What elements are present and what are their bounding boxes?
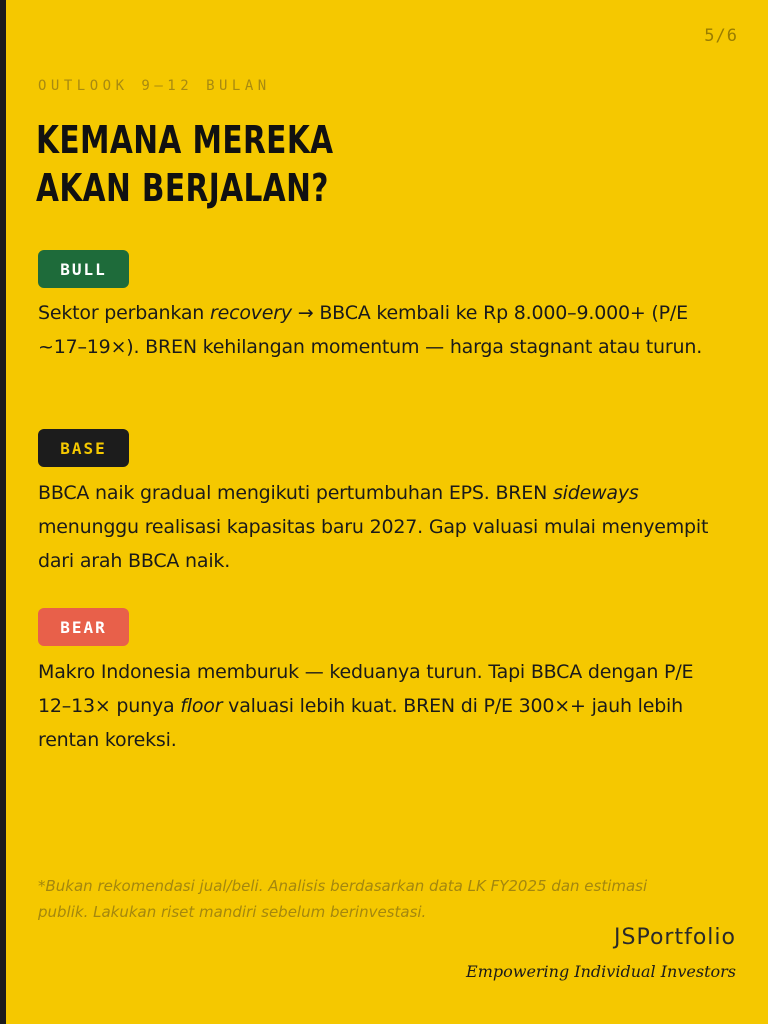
bear-text-before: Makro Indonesia memburuk — keduanya turun. Tapi BBCA dengan P/E 12–13× punya [38,661,694,717]
bear-scenario-text [38,655,728,757]
bull-text-italic: recovery [209,302,292,324]
left-accent-bar [0,0,6,1024]
bull-scenario-text [38,296,728,364]
bull-text-after: → BBCA kembali ke Rp 8.000–9.000+ (P/E ~17–19×). BREN kehilangan momentum — harga stagnant atau turun. [38,302,703,358]
base-badge: BASE [38,429,129,467]
base-text-after: menunggu realisasi kapasitas baru 2027. Gap valuasi mulai menyempit dari arah BBCA naik. [38,516,709,572]
bear-badge: BEAR [38,608,129,646]
title-line-2: AKAN BERJALAN? [36,166,329,210]
page-indicator: 5/6 [704,26,738,46]
section-kicker: OUTLOOK 9–12 BULAN [38,78,271,94]
base-text-before: BBCA naik gradual mengikuti pertumbuhan EPS. BREN [38,482,553,504]
bear-text-italic: floor [180,695,223,717]
brand-tagline: Empowering Individual Investors [466,962,736,981]
brand-name: JSPortfolio [614,925,736,950]
disclaimer: *Bukan rekomendasi jual/beli. Analisis berdasarkan data LK FY2025 dan estimasi publik. Lakukan riset mandiri sebelum berinvestasi. [38,877,648,921]
base-scenario-text [38,476,728,578]
title-line-1: KEMANA MEREKA [36,118,334,162]
bull-badge: BULL [38,250,129,288]
bull-text-before: Sektor perbankan [38,302,210,324]
base-text-italic: sideways [552,482,639,504]
bear-text-after: valuasi lebih kuat. BREN di P/E 300×+ jauh lebih rentan koreksi. [38,695,683,751]
page-title [36,116,334,212]
